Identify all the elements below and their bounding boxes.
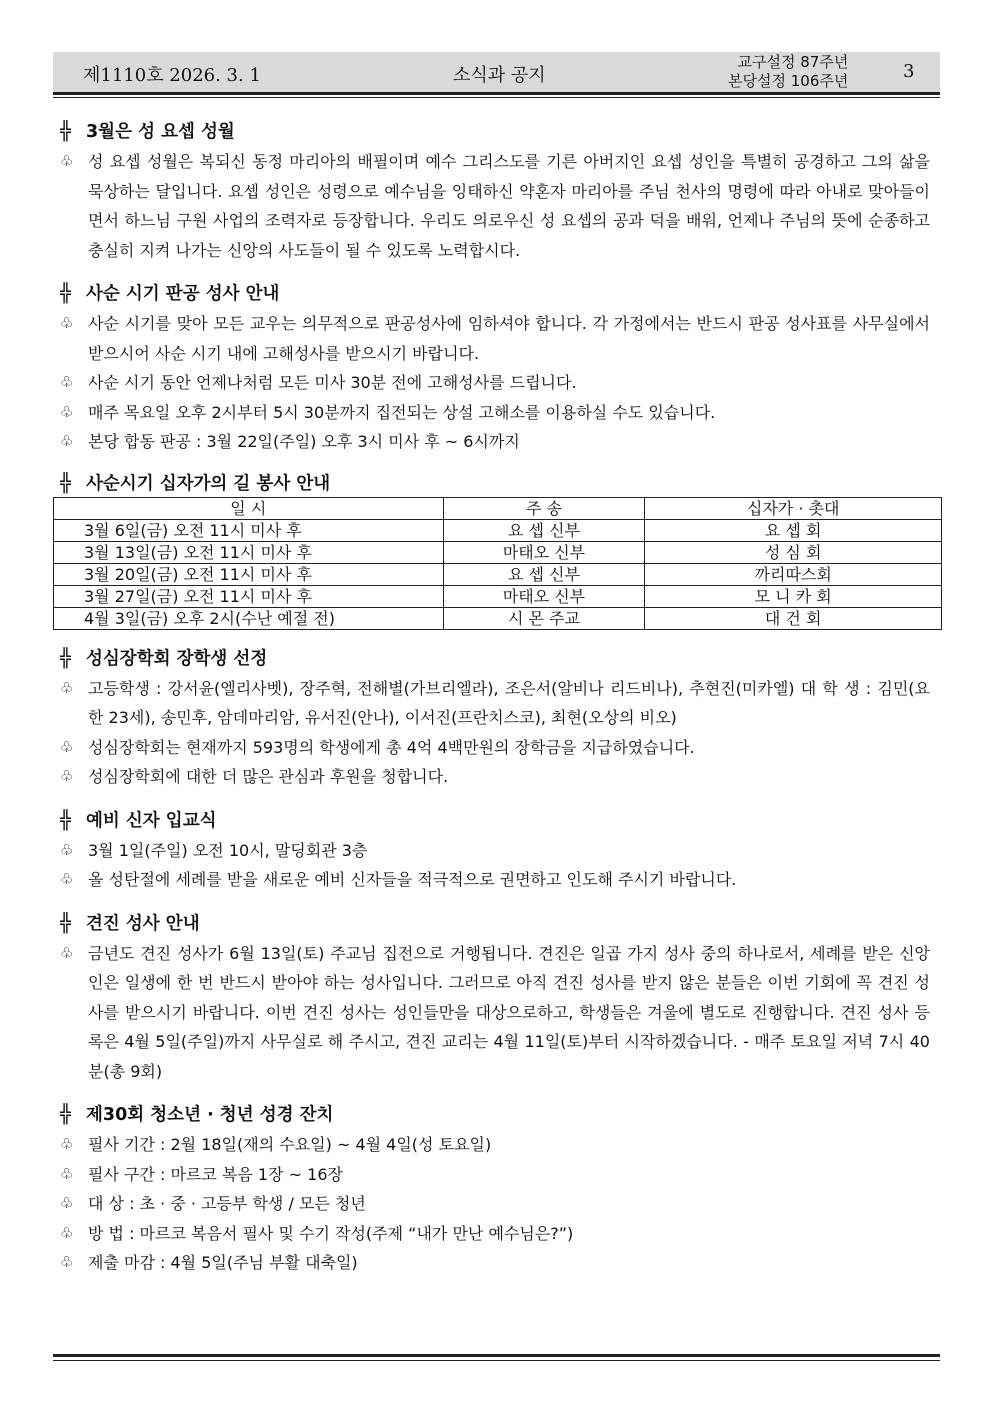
table-cell: 모 니 카 회 xyxy=(645,585,942,607)
section-title xyxy=(60,909,930,939)
header-divider xyxy=(53,97,940,98)
clover-bullet-icon: ♧ xyxy=(60,1135,74,1153)
table-header-row xyxy=(54,497,942,519)
clover-bullet-icon: ♧ xyxy=(60,840,74,859)
list-item-text: 고등학생 : 강서윤(엘리사벳), 장주혁, 전해별(가브리엘라), 조은서(알비나 리드비나), 추현진(미카엘) 대 학 생 : 김민(요한 23세), 송민후, 암데마리암, 유서진(안나), 이서진(프란치스코), 최현(오상의 비오) xyxy=(88,678,930,727)
section-title-text: 예비 신자 입교식 xyxy=(86,810,217,831)
section-title-text: 사순 시기 판공 성사 안내 xyxy=(86,284,280,304)
page-header xyxy=(53,52,940,95)
list-item-text: 필사 기간 : 2월 18일(재의 수요일) ~ 4월 4일(성 토요일) xyxy=(88,1135,492,1154)
section-title-text: 3월은 성 요셉 성월 xyxy=(86,122,235,142)
list-item xyxy=(60,427,930,457)
issue-number: 제1110호 2026. 3. 1 xyxy=(83,65,261,86)
footer-rule-thin xyxy=(53,1360,940,1361)
table-cell: 3월 20일(금) 오전 11시 미사 후 xyxy=(54,563,444,585)
section-title-text: 견진 성사 안내 xyxy=(86,913,200,934)
cross-icon: ╬ xyxy=(60,121,71,142)
list-item xyxy=(60,309,930,368)
list-item xyxy=(60,762,930,792)
list-item xyxy=(60,1219,930,1249)
list-item-text: 제출 마감 : 4월 5일(주님 부활 대축일) xyxy=(88,1253,358,1272)
list-item-text: 사순 시기를 맞아 모든 교우는 의무적으로 판공성사에 임하셔야 합니다. 각 가정에서는 반드시 판공 성사표를 사무실에서 받으시어 사순 시기 내에 고해성사를 받으시기 바랍니다. xyxy=(88,314,930,363)
paragraph-text: 금년도 견진 성사가 6월 13일(토) 주교님 집전으로 거행됩니다. 견진은 일곱 가지 성사 중의 하나로서, 세례를 받은 신앙인은 일생에 한 번 반드시 받아야 하는 성사입니다. 그러므로 아직 견진 성사를 받지 않은 분들은 이번 기회에 꼭 견진 성사를 받으시기 바랍니다. 이번 견진 성사는 성인들만을 대상으로하고, 학생들은 겨울에 별도로 진행합니다. 견진 성사 등록은 4월 5일(주일)까지 사무실로 해 주시고, 견진 교리는 4월 11일(토)부터 시작하겠습니다. - 매주 토요일 저녁 7시 40분(총 9회) xyxy=(88,943,930,1081)
anniversary-info xyxy=(728,53,848,91)
section-stations-of-cross xyxy=(60,471,930,630)
clover-bullet-icon: ♧ xyxy=(60,737,74,756)
clover-bullet-icon: ♧ xyxy=(60,870,74,888)
section-title xyxy=(60,1100,930,1130)
table-cell: 3월 27일(금) 오전 11시 미사 후 xyxy=(54,585,444,607)
section-scholarship xyxy=(60,644,930,792)
page-content xyxy=(60,117,930,1292)
cross-icon: ╬ xyxy=(60,809,71,831)
clover-bullet-icon: ♧ xyxy=(60,1253,74,1271)
list-item xyxy=(60,1160,930,1190)
paragraph xyxy=(60,147,930,265)
list-item-text: 대 상 : 초 · 중 · 고등부 학생 / 모든 청년 xyxy=(88,1194,366,1213)
table-cell: 까리따스회 xyxy=(645,563,942,585)
section-title xyxy=(60,644,930,674)
section-bible-festival xyxy=(60,1100,930,1278)
cross-icon: ╬ xyxy=(60,912,71,934)
list-item-text: 방 법 : 마르코 복음서 필사 및 수기 작성(주제 “내가 만난 예수님은?”) xyxy=(88,1223,574,1243)
clover-bullet-icon: ♧ xyxy=(60,402,74,421)
footer-rule xyxy=(53,1354,940,1357)
clover-bullet-icon: ♧ xyxy=(60,152,74,170)
table-row xyxy=(54,563,942,585)
list-item-text: 필사 구간 : 마르코 복음 1장 ~ 16장 xyxy=(88,1164,343,1184)
list-item xyxy=(60,1189,930,1219)
clover-bullet-icon: ♧ xyxy=(60,373,74,391)
section-title-text: 사순시기 십자가의 길 봉사 안내 xyxy=(86,473,331,494)
paragraph-text: 성 요셉 성월은 복되신 동정 마리아의 배필이며 예수 그리스도를 기른 아버지인 요셉 성인을 특별히 공경하고 그의 삶을 묵상하는 달입니다. 요셉 성인은 성령으로 예수님을 잉태하신 약혼자 마리아를 주님 천사의 명령에 따라 아내로 맞아들이면서 하느님 구원 사업의 조력자로 등장합니다. 우리도 의로우신 성 요셉의 공과 덕을 배워, 언제나 주님의 뜻에 순종하고 충실히 지켜 나가는 신앙의 사도들이 될 수 있도록 노력합시다. xyxy=(88,152,930,260)
cross-icon: ╬ xyxy=(60,472,71,494)
table-cell: 대 건 회 xyxy=(645,607,942,629)
cross-icon: ╬ xyxy=(60,647,71,669)
list-item xyxy=(60,865,930,895)
clover-bullet-icon: ♧ xyxy=(60,1223,74,1242)
column-header: 일 시 xyxy=(54,497,444,519)
section-catechumen xyxy=(60,806,930,895)
page-number: 3 xyxy=(903,61,915,82)
section-st-joseph-month xyxy=(60,117,930,265)
table-cell: 마태오 신부 xyxy=(443,585,645,607)
section-title xyxy=(60,471,930,497)
table-row xyxy=(54,607,942,629)
list-item xyxy=(60,674,930,733)
list-item xyxy=(60,836,930,866)
table-cell: 성 심 회 xyxy=(645,541,942,563)
clover-bullet-icon: ♧ xyxy=(60,767,74,785)
section-title xyxy=(60,279,930,309)
table-cell: 시 몬 주교 xyxy=(443,607,645,629)
clover-bullet-icon: ♧ xyxy=(60,1194,74,1212)
table-row xyxy=(54,541,942,563)
table-cell: 4월 3일(금) 오후 2시(수난 예절 전) xyxy=(54,607,444,629)
clover-bullet-icon: ♧ xyxy=(60,432,74,450)
table-cell: 요 셉 회 xyxy=(645,519,942,541)
list-item-text: 매주 목요일 오후 2시부터 5시 30분까지 집전되는 상설 고해소를 이용하실 수도 있습니다. xyxy=(88,402,716,422)
list-item xyxy=(60,1248,930,1278)
section-title xyxy=(60,117,930,147)
table-row xyxy=(54,519,942,541)
list-item-text: 올 성탄절에 세례를 받을 새로운 예비 신자들을 적극적으로 권면하고 인도해 주시기 바랍니다. xyxy=(88,870,737,889)
cross-icon: ╬ xyxy=(60,1104,71,1125)
section-lent-confession xyxy=(60,279,930,457)
section-title-text: 성심장학회 장학생 선정 xyxy=(86,648,268,669)
table-row xyxy=(54,585,942,607)
list-item xyxy=(60,368,930,398)
list-item-text: 사순 시기 동안 언제나처럼 모든 미사 30분 전에 고해성사를 드립니다. xyxy=(88,373,577,392)
list-item-text: 본당 합동 판공 : 3월 22일(주일) 오후 3시 미사 후 ~ 6시까지 xyxy=(88,432,520,451)
clover-bullet-icon: ♧ xyxy=(60,314,74,332)
section-title xyxy=(60,806,930,836)
clover-bullet-icon: ♧ xyxy=(60,1164,74,1183)
table-cell: 3월 13일(금) 오전 11시 미사 후 xyxy=(54,541,444,563)
cross-icon: ╬ xyxy=(60,283,71,304)
section-confirmation xyxy=(60,909,930,1087)
column-header: 십자가 · 촛대 xyxy=(645,497,942,519)
table-cell: 요 셉 신부 xyxy=(443,563,645,585)
column-header: 주 송 xyxy=(443,497,645,519)
list-item-text: 성심장학회에 대한 더 많은 관심과 후원을 청합니다. xyxy=(88,767,449,786)
section-title-text: 제30회 청소년 · 청년 성경 잔치 xyxy=(86,1105,334,1125)
list-item-text: 3월 1일(주일) 오전 10시, 말딩회관 3층 xyxy=(88,840,368,860)
list-item xyxy=(60,733,930,763)
table-cell: 요 셉 신부 xyxy=(443,519,645,541)
list-item-text: 성심장학회는 현재까지 593명의 학생에게 총 4억 4백만원의 장학금을 지급하였습니다. xyxy=(88,737,695,757)
paragraph xyxy=(60,939,930,1087)
diocese-anniversary: 교구설정 87주년 xyxy=(737,53,849,71)
list-item xyxy=(60,1130,930,1160)
table-cell: 마태오 신부 xyxy=(443,541,645,563)
clover-bullet-icon: ♧ xyxy=(60,943,74,962)
list-item xyxy=(60,398,930,428)
parish-anniversary: 본당설정 106주년 xyxy=(728,72,849,90)
header-title: 소식과 공지 xyxy=(453,65,546,86)
schedule-table xyxy=(53,497,942,630)
table-cell: 3월 6일(금) 오전 11시 미사 후 xyxy=(54,519,444,541)
clover-bullet-icon: ♧ xyxy=(60,678,74,697)
